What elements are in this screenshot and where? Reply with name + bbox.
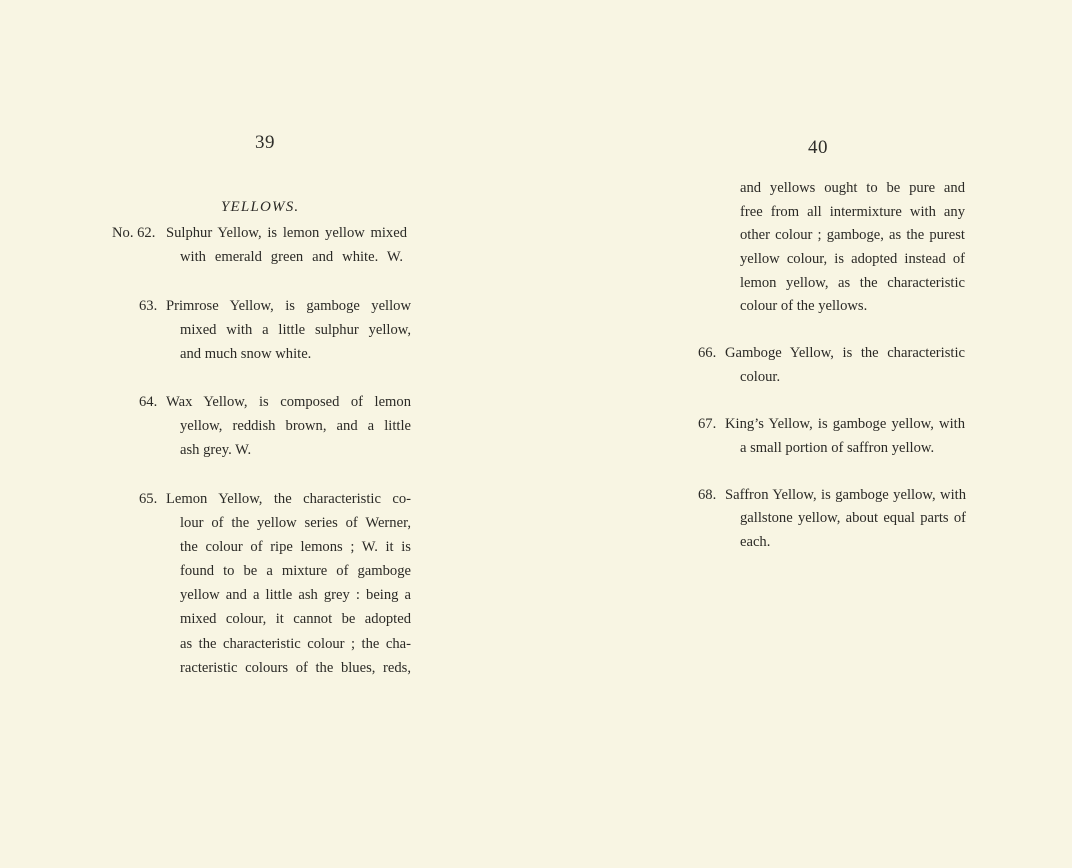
continuation-text-line: colour of the yellows.	[740, 298, 868, 314]
page-number-left: 39	[255, 132, 275, 153]
continuation-text-line: yellow colour, is adopted instead of	[740, 251, 965, 267]
entry-text-line: colour.	[740, 369, 781, 385]
entry-text-line: mixed with a little sulphur yellow,	[180, 322, 411, 338]
entry-text-line: Sulphur Yellow, is lemon yellow mixed	[166, 225, 407, 241]
entry-text-line: Lemon Yellow, the characteristic co-	[166, 491, 411, 507]
entry-number: 66.	[698, 345, 717, 361]
continuation-text-line: other colour ; gamboge, as the purest	[740, 227, 965, 243]
entry-text-line: yellow and a little ash grey : being a	[180, 587, 411, 603]
section-heading: YELLOWS.	[221, 199, 300, 215]
entry-number: 64.	[139, 394, 158, 410]
entry-text-line: gallstone yellow, about equal parts of	[740, 510, 966, 526]
entry-text-line: each.	[740, 534, 771, 550]
entry-text-line: Gamboge Yellow, is the characteristic	[725, 345, 965, 361]
entry-text-line: with emerald green and white. W.	[180, 249, 403, 265]
entry-text-line: and much snow white.	[180, 346, 312, 362]
continuation-text-line: and yellows ought to be pure and	[740, 180, 965, 196]
entry-number: 68.	[698, 487, 717, 503]
entry-text-line: Saffron Yellow, is gamboge yellow, with	[725, 487, 966, 503]
entry-text-line: found to be a mixture of gamboge	[180, 563, 411, 579]
continuation-text-line: free from all intermixture with any	[740, 204, 965, 220]
entry-number: 63.	[139, 298, 158, 314]
entry-text-line: the colour of ripe lemons ; W. it is	[180, 539, 411, 555]
entry-number: No. 62.	[112, 225, 156, 241]
entry-text-line: Wax Yellow, is composed of lemon	[166, 394, 411, 410]
entry-number: 67.	[698, 416, 717, 432]
entry-text-line: a small portion of saffron yellow.	[740, 440, 935, 456]
entry-text-line: ash grey. W.	[180, 442, 252, 458]
page-number-right: 40	[808, 137, 828, 158]
entry-number: 65.	[139, 491, 158, 507]
entry-text-line: lour of the yellow series of Werner,	[180, 515, 411, 531]
entry-text-line: as the characteristic colour ; the cha-	[180, 636, 411, 652]
entry-text-line: King’s Yellow, is gamboge yellow, with	[725, 416, 965, 432]
entry-text-line: racteristic colours of the blues, reds,	[180, 660, 411, 676]
entry-text-line: mixed colour, it cannot be adopted	[180, 611, 411, 627]
entry-text-line: Primrose Yellow, is gamboge yellow	[166, 298, 411, 314]
continuation-text-line: lemon yellow, as the characteristic	[740, 275, 965, 291]
entry-text-line: yellow, reddish brown, and a little	[180, 418, 411, 434]
